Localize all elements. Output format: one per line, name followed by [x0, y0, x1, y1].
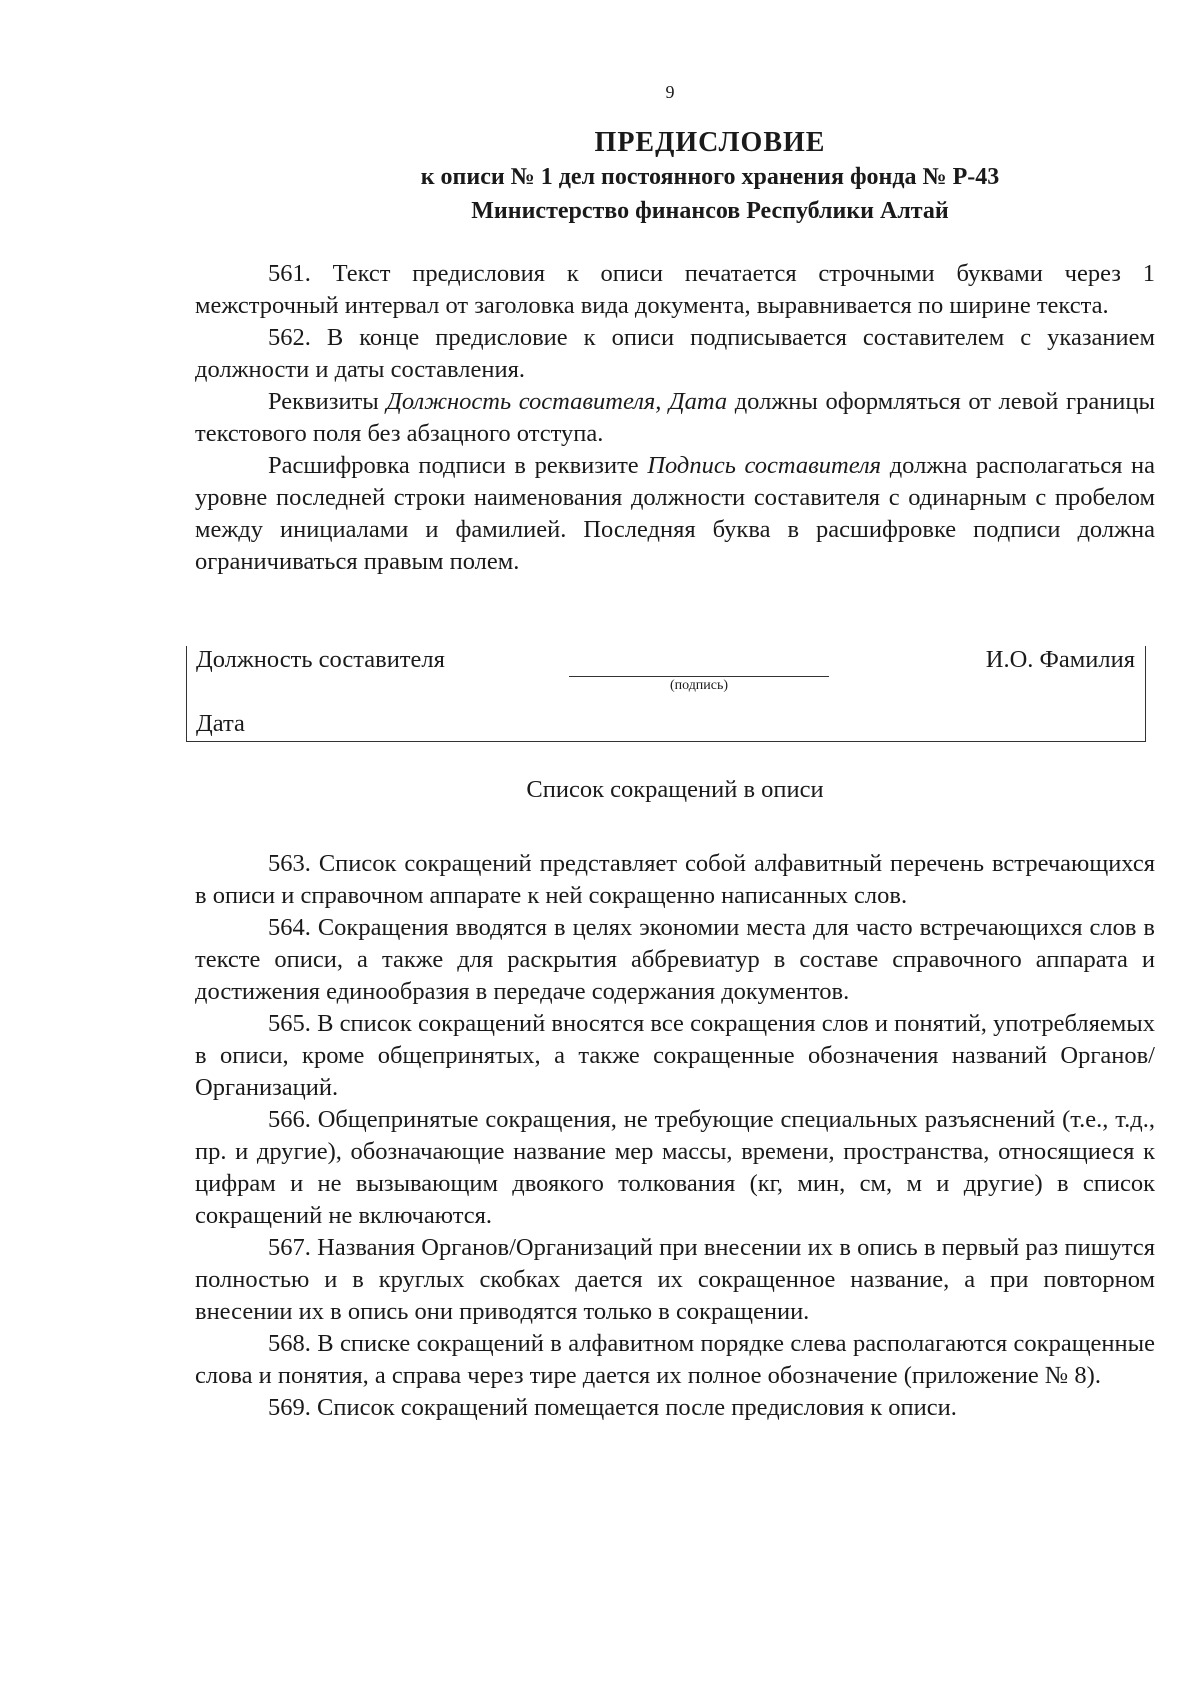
document-heading: [0, 126, 1200, 228]
decoding-italic: Подпись составителя: [647, 452, 882, 479]
paragraph-569: 569. Список сокращений помещается после предисловия к описи.: [268, 1394, 957, 1421]
paragraph-561: 561. Текст предисловия к описи печатается строчными буквами через 1 межстрочный интервал от заголовка вида документа, выравнивается по ширине текста.: [195, 260, 1155, 319]
paragraph-563: 563. Список сокращений представляет собой алфавитный перечень встречающихся в описи и справочном аппарате к ней сокращенно написанных слов.: [195, 850, 1155, 909]
requisites-italic: Должность составителя, Дата: [386, 388, 728, 415]
decoding-text-a: Расшифровка подписи в реквизите: [268, 452, 648, 479]
paragraph-564: 564. Сокращения вводятся в целях экономии места для часто встречающихся слов в тексте описи, а также для раскрытия аббревиатур в составе справочного аппарата и достижения единообразия в передаче содержания документов.: [195, 914, 1155, 1005]
paragraph-565: 565. В список сокращений вносятся все сокращения слов и понятий, употребляемых в описи, кроме общепринятых, а также сокращенные обозначения названий Органов/Организаций.: [195, 1010, 1155, 1101]
preface-section: [195, 258, 1155, 578]
page-number: 9: [665, 82, 675, 102]
paragraph-567: 567. Названия Органов/Организаций при внесении их в опись в первый раз пишутся полностью и в круглых скобках дается их сокращенное название, а при повторном внесении их в опись они приводятся только в сокращении.: [195, 1234, 1155, 1325]
abbreviations-title: Список сокращений в описи: [526, 776, 824, 803]
requisites-text-a: Реквизиты: [268, 388, 387, 415]
abbreviations-section: [195, 848, 1155, 1424]
heading-line-2: к описи № 1 дел постоянного хранения фонда № Р-43: [420, 164, 1000, 190]
signature-hint: (подпись): [669, 678, 729, 693]
signature-date: Дата: [196, 710, 245, 737]
paragraph-decoding: [195, 450, 1155, 578]
paragraph-566: 566. Общепринятые сокращения, не требующие специальных разъяснений (т.е., т.д., пр. и другие), обозначающие название мер массы, времени, пространства, относящиеся к цифрам и не вызывающим двоякого толкования (кг, мин, см, м и другие) в список сокращений не включаются.: [195, 1106, 1155, 1229]
signature-block: [186, 646, 1146, 742]
decoding-text-b: должна располагаться на уровне последней строки наименования должности составителя с одинарным с пробелом между инициалами и фамилией. Последняя буква в расшифровке подписи должна ограничиваться правым полем.: [195, 452, 1155, 575]
paragraph-562: 562. В конце предисловие к описи подписывается составителем с указанием должности и даты составления.: [195, 324, 1155, 383]
paragraph-568: 568. В списке сокращений в алфавитном порядке слева располагаются сокращенные слова и понятия, а справа через тире дается их полное обозначение (приложение № 8).: [195, 1330, 1155, 1389]
requisites-text-b: должны оформляться от левой границы текстового поля без абзацного отступа.: [195, 388, 1155, 447]
paragraph-requisites: [195, 386, 1155, 450]
signature-position: Должность составителя: [196, 646, 445, 673]
signature-name: И.О. Фамилия: [985, 646, 1135, 673]
signature-line: [569, 676, 829, 677]
heading-title: ПРЕДИСЛОВИЕ: [594, 127, 826, 158]
heading-line-3: Министерство финансов Республики Алтай: [471, 198, 949, 224]
